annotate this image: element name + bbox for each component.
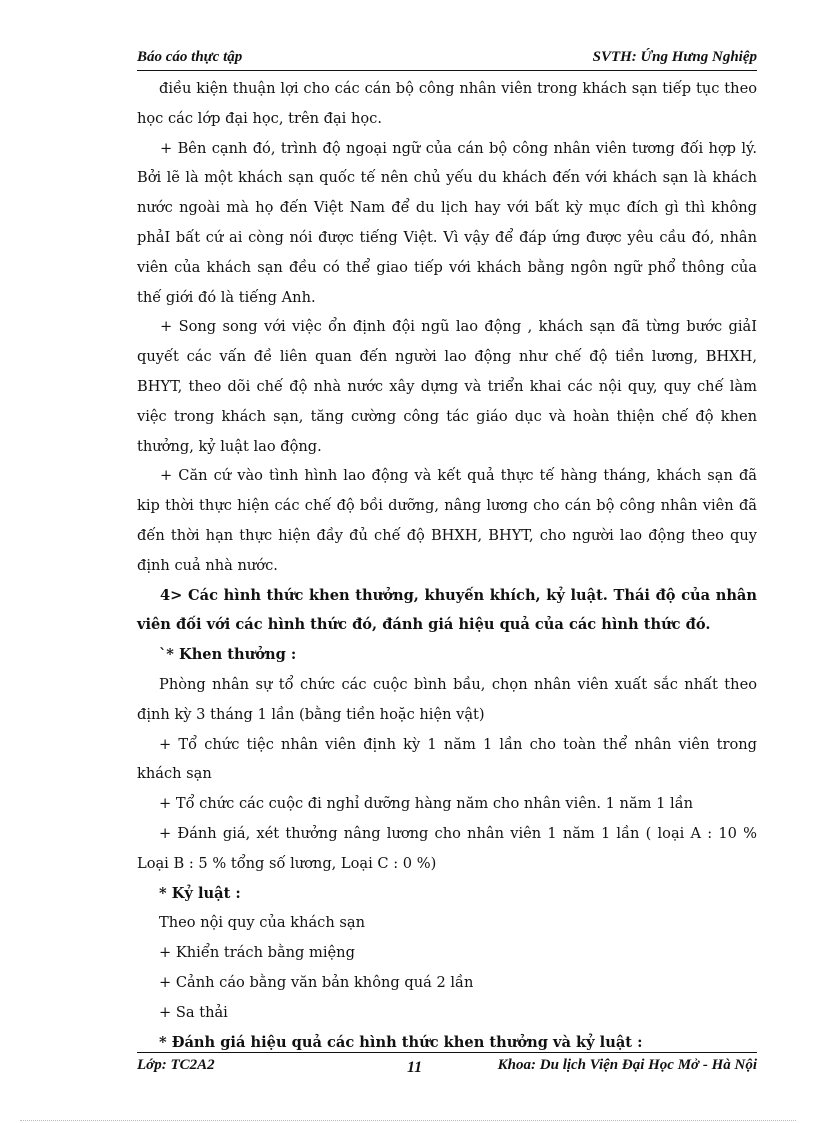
list-item: + Sa thải: [159, 1003, 228, 1021]
list-item: + Khiển trách bằng miệng: [159, 944, 355, 962]
list-item: Theo nội quy của khách sạn: [159, 914, 365, 932]
evaluation-heading: * Đánh giá hiệu quả các hình thức khen thưởng và kỷ luật :: [159, 1033, 643, 1051]
reward-heading: `* Khen thưởng :: [159, 646, 297, 664]
paragraph: + Song song với việc ổn định đội ngũ lao động , khách sạn đã từng bước giảI quyết các vấn đề liên quan đến người lao động như chế độ tiền lương, BHXH, BHYT, theo dõi chế độ nhà nước xây dựng và triển khai các nội quy, quy chế làm việc trong khách sạn, tăng cường công tác giáo dục và hoàn thiện chế độ khen thưởng, kỷ luật lao động.: [137, 318, 757, 455]
list-item: + Tổ chức tiệc nhân viên định kỳ 1 năm 1 lần cho toàn thể nhân viên trong khách sạn: [137, 735, 757, 783]
paragraph: + Căn cứ vào tình hình lao động và kết quả thực tế hàng tháng, khách sạn đã kip thời thực hiện các chế độ bồi dưỡng, nâng lương cho cán bộ công nhân viên đã đến thời hạn thực hiện đầy đủ chế độ BHXH, BHYT, cho người lao động theo quy định cuả nhà nước.: [137, 467, 757, 574]
list-item: + Cảnh cáo bằng văn bản không quá 2 lần: [159, 973, 474, 991]
student-name: SVTH: Ứng Hưng Nghiệp: [592, 49, 757, 65]
page-number: 11: [407, 1059, 423, 1076]
report-title: Báo cáo thực tập: [137, 49, 243, 65]
page-body: [137, 74, 757, 1057]
paragraph: điều kiện thuận lợi cho các cán bộ công nhân viên trong khách sạn tiếp tục theo học các lớp đại học, trên đại học.: [137, 80, 757, 127]
page-footer: [137, 1052, 757, 1079]
page-bottom-divider: [20, 1120, 796, 1121]
list-item: + Đánh giá, xét thưởng nâng lương cho nhân viên 1 năm 1 lần ( loại A : 10 % Loại B : 5 % tổng số lương, Loại C : 0 %): [137, 824, 757, 872]
class-label: Lớp: TC2A2: [137, 1057, 215, 1073]
paragraph: + Bên cạnh đó, trình độ ngoại ngữ của cán bộ công nhân viên tương đối hợp lý. Bởi lẽ là một khách sạn quốc tế nên chủ yếu du khách đến với khách sạn là khách nước ngoài mà họ đến Việt Nam để du lịch hay với bất kỳ mục đích gì thì không phảI bất cứ ai còng nói được tiếng Việt. Vì vậy để đáp ứng được yêu cầu đó, nhân viên của khách sạn đều có thể giao tiếp với khách bằng ngôn ngữ phổ thông của thế giới đó là tiếng Anh.: [137, 139, 757, 306]
faculty-label: Khoa: Du lịch Viện Đại Học Mở - Hà Nội: [497, 1057, 757, 1073]
list-item: + Tổ chức các cuộc đi nghỉ dưỡng hàng năm cho nhân viên. 1 năm 1 lần: [159, 795, 694, 813]
discipline-heading: * Kỷ luật :: [159, 884, 241, 902]
page-header: [137, 46, 757, 71]
reward-intro: Phòng nhân sự tổ chức các cuộc bình bầu, chọn nhân viên xuất sắc nhất theo định kỳ 3 tháng 1 lần (bằng tiền hoặc hiện vật): [137, 675, 757, 723]
section-heading: 4> Các hình thức khen thưởng, khuyến khích, kỷ luật. Thái độ của nhân viên đối với các hình thức đó, đánh giá hiệu quả của các hình thức đó.: [137, 586, 757, 634]
